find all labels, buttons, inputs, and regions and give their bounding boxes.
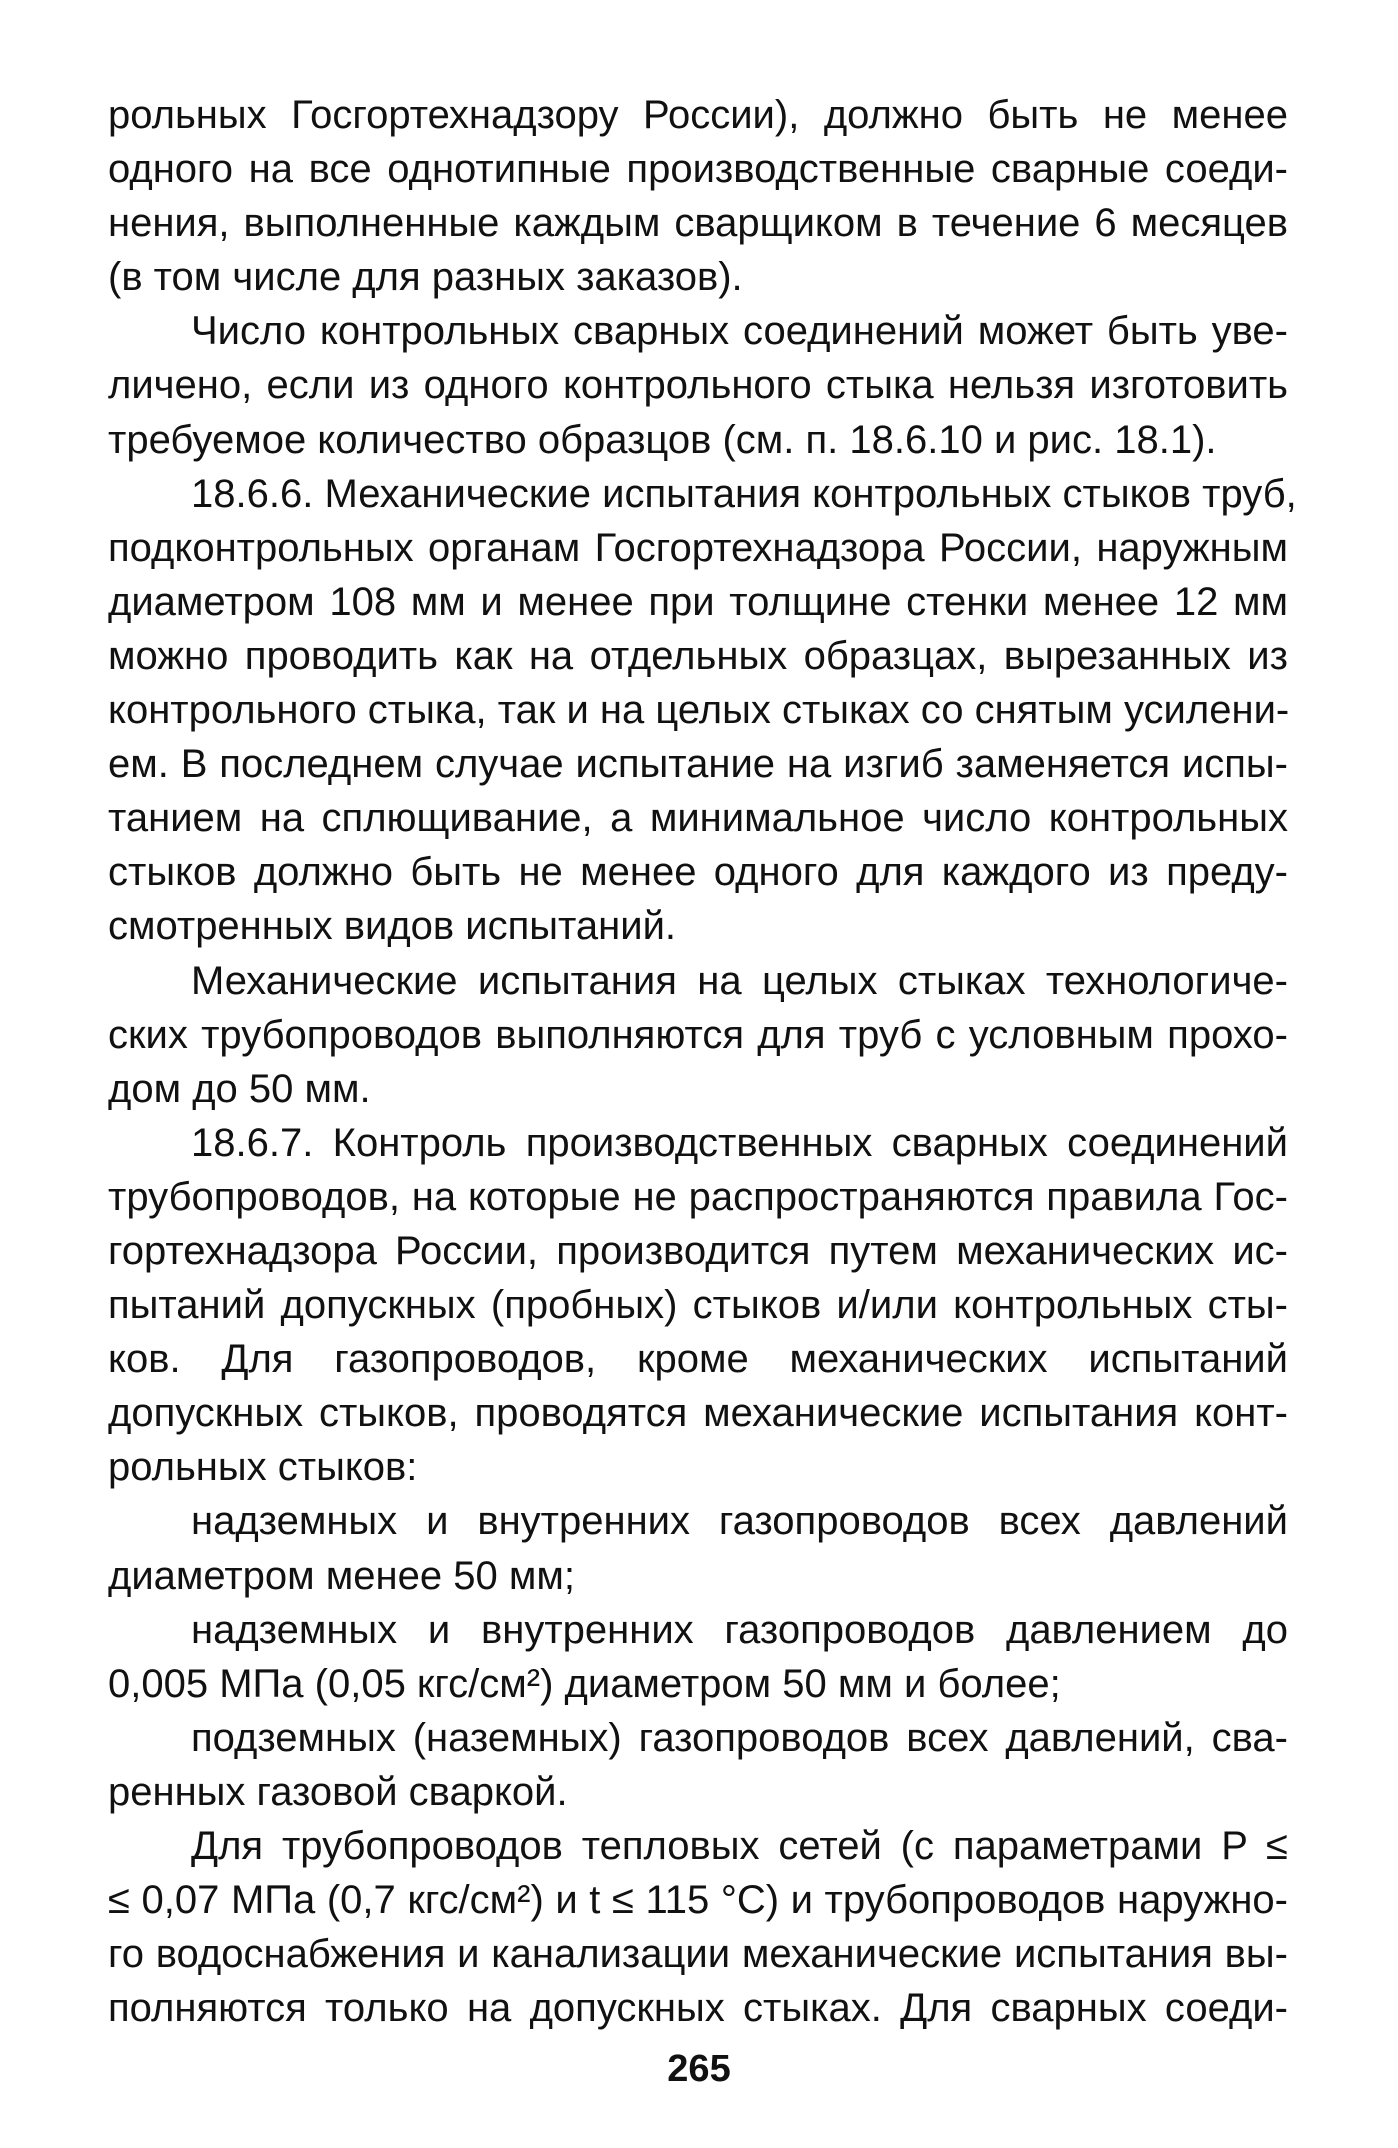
text-line: ских трубопроводов выполняются для труб с условным прохо- [108, 1012, 1288, 1057]
text-line: надземных и внутренних газопроводов давлением до [191, 1607, 1288, 1652]
text-line: гортехнадзора России, производится путем механических ис- [108, 1228, 1288, 1273]
text-line: стыков должно быть не менее одного для каждого из преду- [108, 850, 1288, 895]
text-line: требуемое количество образцов (см. п. 18.6.10 и рис. 18.1). [108, 417, 1217, 462]
text-line: рольных Госгортехнадзору России), должно быть не менее [108, 93, 1288, 137]
text-line: трубопроводов, на которые не распространяются правила Гос- [108, 1174, 1288, 1219]
text-line: можно проводить как на отдельных образцах, вырезанных из [108, 633, 1288, 678]
text-line: полняются только на допускных стыках. Для сварных соеди- [108, 1986, 1288, 2031]
text-line: надземных и внутренних газопроводов всех давлений [191, 1499, 1288, 1544]
text-line: личено, если из одного контрольного стыка нельзя изготовить [108, 363, 1288, 408]
text-line: ренных газовой сваркой. [108, 1769, 568, 1814]
text-line: диаметром менее 50 мм; [108, 1553, 575, 1598]
body-text [108, 88, 1297, 2035]
text-line: допускных стыков, проводятся механические испытания конт- [108, 1391, 1288, 1436]
text-line: ≤ 0,07 МПа (0,7 кгс/см²) и t ≤ 115 °C) и трубопроводов наружно- [108, 1878, 1288, 1923]
text-line: танием на сплющивание, а минимальное число контрольных [108, 796, 1288, 841]
text-line: пытаний допускных (пробных) стыков и/или контрольных сты- [108, 1283, 1288, 1328]
text-line: диаметром 108 мм и менее при толщине стенки менее 12 мм [108, 579, 1288, 624]
text-line: го водоснабжения и канализации механические испытания вы- [108, 1932, 1288, 1977]
text-line: подземных (наземных) газопроводов всех давлений, сва- [191, 1715, 1288, 1760]
text-line: ем. В последнем случае испытание на изгиб заменяется испы- [108, 742, 1288, 787]
text-line: одного на все однотипные производственные сварные соеди- [108, 147, 1288, 192]
text-line: Число контрольных сварных соединений может быть уве- [191, 309, 1288, 354]
text-line: нения, выполненные каждым сварщиком в течение 6 месяцев [108, 201, 1288, 246]
text-line: 0,005 МПа (0,05 кгс/см²) диаметром 50 мм и более; [108, 1661, 1061, 1706]
page-number: 265 [667, 2048, 731, 2090]
text-line: Для трубопроводов тепловых сетей (с параметрами P ≤ [191, 1824, 1288, 1868]
text-line: контрольного стыка, так и на целых стыках со снятым усилени- [108, 688, 1290, 733]
text-line: 18.6.6. Механические испытания контрольных стыков труб, [191, 471, 1297, 516]
text-line: Механические испытания на целых стыках технологиче- [191, 958, 1288, 1003]
text-line: дом до 50 мм. [108, 1066, 371, 1111]
text-line: 18.6.7. Контроль производственных сварных соединений [191, 1120, 1288, 1165]
text-line: смотренных видов испытаний. [108, 904, 677, 949]
text-line: (в том числе для разных заказов). [108, 255, 743, 300]
text-line: рольных стыков: [108, 1445, 418, 1490]
text-line: ков. Для газопроводов, кроме механических испытаний [108, 1337, 1288, 1382]
text-line: подконтрольных органам Госгортехнадзора России, наружным [108, 525, 1288, 570]
